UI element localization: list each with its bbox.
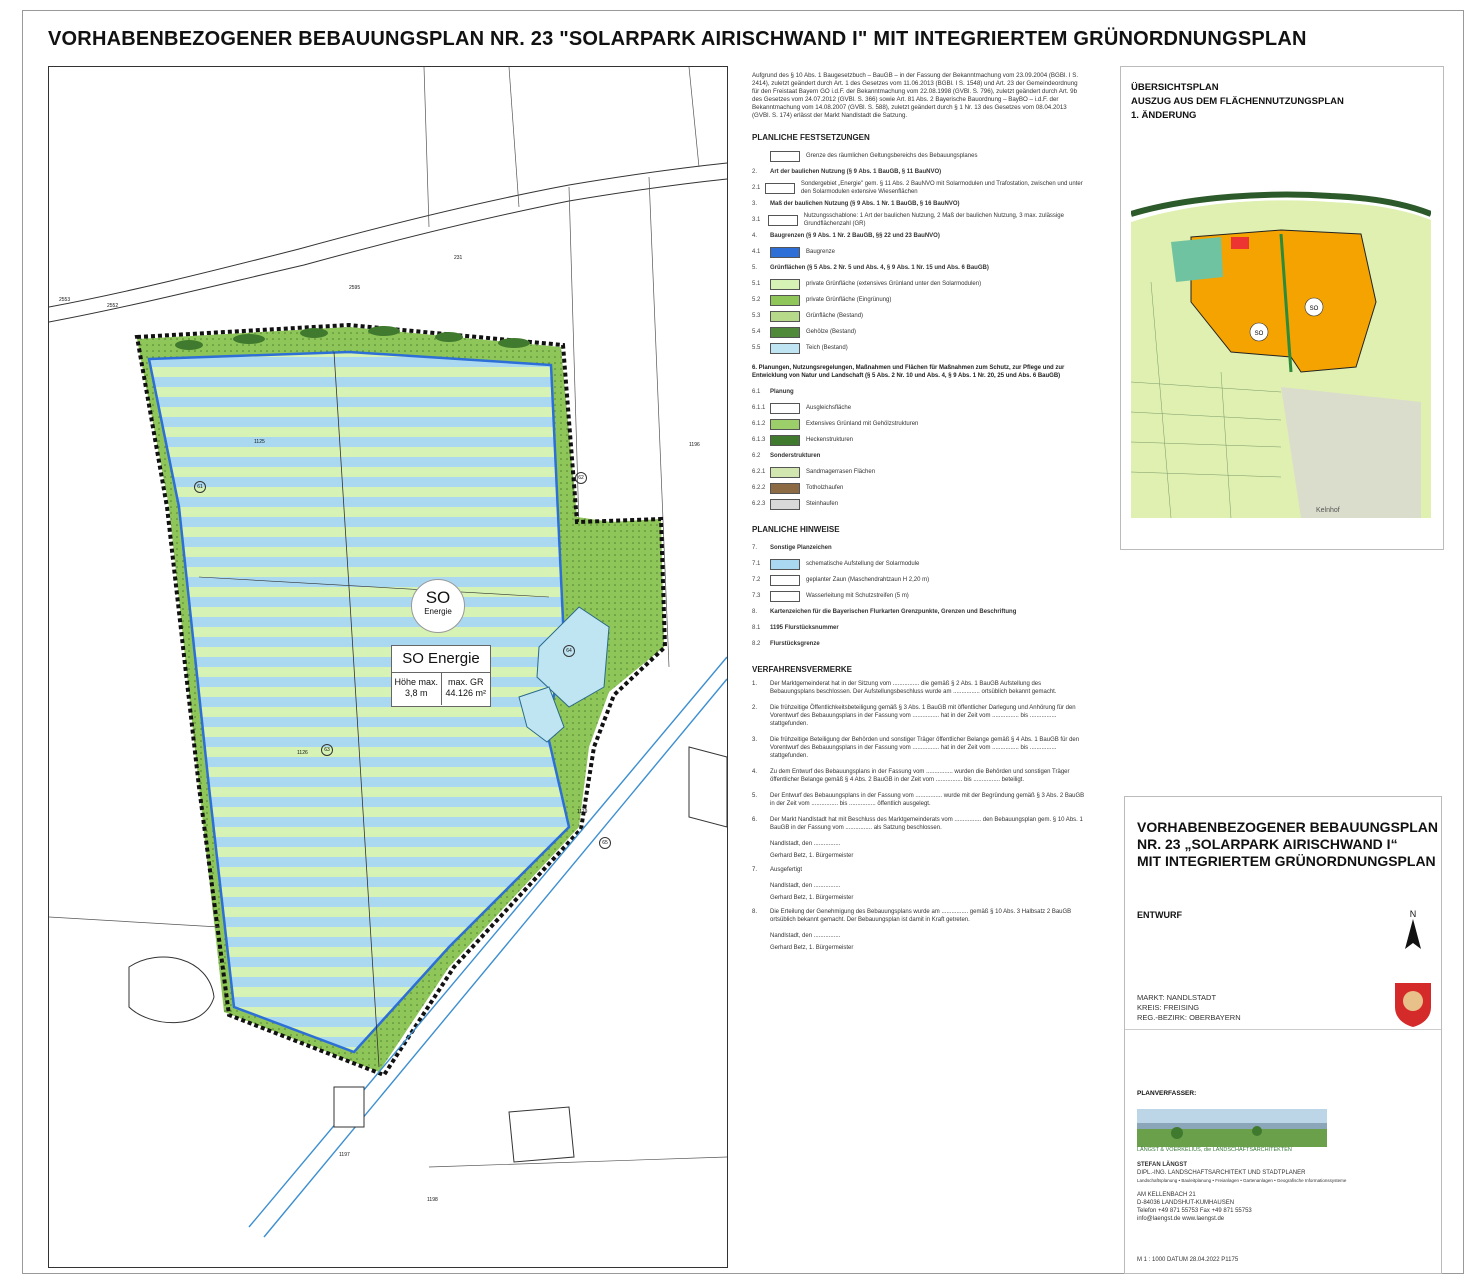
legend-item-label: Grünflächen (§ 5 Abs. 2 Nr. 5 und Abs. 4, § 9 Abs. 1 Nr. 15 und Abs. 6 BauGB) <box>770 265 989 271</box>
map-circle-label: 63 <box>321 744 333 756</box>
procedure-item <box>752 736 1087 760</box>
legend-item <box>752 636 1087 652</box>
legend-swatch <box>770 151 800 162</box>
legend-item-label: Nutzungsschablone: 1 Art der baulichen Nutzung, 2 Maß der baulichen Nutzung, 3 max. zulässige Grundflächenzahl (GR) <box>803 213 1064 227</box>
legend-item-label: Wasserleitung mit Schutzstreifen (5 m) <box>806 593 909 599</box>
title-block-divider <box>1125 1029 1441 1030</box>
parcel-number: 2552 <box>107 303 119 309</box>
legend-item-number: 4.1 <box>752 249 761 255</box>
procedure-text: Ausgefertigt <box>770 867 803 873</box>
legend-swatch <box>770 483 800 494</box>
legend-item-label: geplanter Zaun (Maschendrahtzaun H 2,20 m) <box>806 577 930 583</box>
legend-item-label: private Grünfläche (extensives Grünland unter den Solarmodulen) <box>806 281 982 287</box>
legend-item-number: 6.2.1 <box>752 469 766 475</box>
page-title: VORHABENBEZOGENER BEBAUUNGSPLAN NR. 23 "SOLARPARK AIRISCHWAND I" MIT INTEGRIERTEM GRÜNORDNUNGSPLAN <box>48 28 1307 50</box>
overview-title-line: 1. ÄNDERUNG <box>1131 110 1197 121</box>
title-block-line: VORHABENBEZOGENER BEBAUUNGSPLAN <box>1137 819 1439 835</box>
legend-item-label: Ausgleichsfläche <box>806 405 852 411</box>
overview-title-line: AUSZUG AUS DEM FLÄCHENNUTZUNGSPLAN <box>1131 96 1344 107</box>
legend-item <box>752 400 1087 416</box>
legend-items-hinweise <box>752 540 1087 652</box>
legend-item-number: 3.1 <box>752 217 761 223</box>
usage-template <box>391 645 491 707</box>
legend-item-label: Baugrenzen (§ 9 Abs. 1 Nr. 2 BauGB, §§ 22 und 23 BauNVO) <box>770 233 940 239</box>
legend-item <box>752 164 1087 180</box>
legend-swatch <box>770 403 800 414</box>
procedure-text: Der Entwurf des Bebauungsplans in der Fassung vom ................ wurde mit der Begründung gemäß § 3 Abs. 2 BauGB in der Zeit vom ................ bis ................ öffentlich ausgelegt. <box>770 793 1085 807</box>
legend-swatch <box>770 295 800 306</box>
so-symbol-bottom: Energie <box>424 607 452 616</box>
procedure-number: 8. <box>752 909 758 915</box>
plan-footer: M 1 : 1000 DATUM 28.04.2022 P1175 <box>1137 1257 1239 1263</box>
overview-map[interactable] <box>1131 142 1431 518</box>
legend-swatch <box>770 419 800 430</box>
legend-item-number: 8.2 <box>752 641 761 647</box>
overview-so-label: SO <box>1254 331 1264 337</box>
author-label: PLANVERFASSER: <box>1137 1090 1197 1097</box>
procedure-item <box>752 792 1087 808</box>
procedure-text: Die Erteilung der Genehmigung des Bebauungsplans wurde am ................ gemäß § 10 Abs. 3 Halbsatz 2 BauGB ortsüblich bekannt gemacht. Der Bebauungsplan ist damit in Kraft getreten. <box>770 909 1072 923</box>
procedure-item <box>752 680 1087 696</box>
legend-items-massnahmen <box>752 384 1087 512</box>
legend-item-label: Kartenzeichen für die Bayerischen Flurkarten Grenzpunkte, Grenzen und Beschriftung <box>770 609 1017 615</box>
author-address <box>1137 1161 1346 1223</box>
map-circle-label: 65 <box>599 837 611 849</box>
legend-item-number: 7.2 <box>752 577 761 583</box>
legend-item-number: 5.2 <box>752 297 761 303</box>
legend-item-number: 2.1 <box>752 185 761 191</box>
usage-template-title: SO Energie <box>392 646 490 673</box>
legend-item-number: 6.1 <box>752 389 761 395</box>
legend-section-verfahren: VERFAHRENSVERMERKE <box>752 665 853 674</box>
location-info <box>1137 993 1241 1023</box>
legend-item-label: Steinhaufen <box>806 501 839 507</box>
legend-item-label: private Grünfläche (Eingrünung) <box>806 297 892 303</box>
legend-item-label: Extensives Grünland mit Gehölzstrukturen <box>806 421 919 427</box>
usage-gr-value: 44.126 m² <box>445 688 487 698</box>
legend-item <box>752 588 1087 604</box>
legend-section-festsetzungen: PLANLICHE FESTSETZUNGEN <box>752 133 870 142</box>
legend-item <box>752 556 1087 572</box>
legend-item <box>752 244 1087 260</box>
legend-item <box>752 148 1087 164</box>
address-line: DIPL.-ING. LANDSCHAFTSARCHITEKT UND STADTPLANER <box>1137 1170 1306 1176</box>
legend-item-number: 8. <box>752 609 758 615</box>
legend-item-number: 6.2 <box>752 453 761 459</box>
map-circle-label: 61 <box>194 481 206 493</box>
legend-item <box>752 464 1087 480</box>
procedure-item <box>752 908 1087 924</box>
legend-item-label: Grünfläche (Bestand) <box>806 313 864 319</box>
procedure-item <box>752 866 1087 874</box>
legend-item <box>752 604 1087 620</box>
address-line: STEFAN LÄNGST <box>1137 1162 1188 1168</box>
procedure-text: Die frühzeitige Öffentlichkeitsbeteiligung gemäß § 3 Abs. 1 BauGB mit öffentlicher Darlegung und Anhörung für den Vorentwurf des Bebauungsplans in der Fassung vom ................ hat in der Zeit vom ................ bis ................ stattgefunden. <box>770 705 1076 727</box>
address-line: info@laengst.de www.laengst.de <box>1137 1216 1225 1222</box>
address-line: Telefon +49 871 55753 Fax +49 871 55753 <box>1137 1208 1252 1214</box>
legend-item <box>752 228 1087 244</box>
legend-item-number: 5. <box>752 265 758 271</box>
north-label: N <box>1409 909 1417 919</box>
legend-item <box>752 384 1087 400</box>
legend-swatch <box>770 435 800 446</box>
legend-item-number: 5.3 <box>752 313 761 319</box>
legend-item-label: Grenze des räumlichen Geltungsbereichs des Bebauungsplanes <box>806 153 978 159</box>
signature-name: Gerhard Betz, 1. Bürgermeister <box>770 945 854 951</box>
procedure-number: 1. <box>752 681 758 687</box>
legend-swatch <box>770 499 800 510</box>
address-line: D-84036 LANDSHUT-KUMHAUSEN <box>1137 1200 1235 1206</box>
legend-item-number: 6.1.3 <box>752 437 766 443</box>
signature-name: Gerhard Betz, 1. Bürgermeister <box>770 853 854 859</box>
legend-swatch <box>770 591 800 602</box>
legend-swatch <box>770 343 800 354</box>
procedure-notes <box>752 680 1087 952</box>
map-circle-label: 62 <box>575 472 587 484</box>
legend-item-label: Planung <box>770 389 794 395</box>
location-line: REG.-BEZIRK: OBERBAYERN <box>1137 1013 1241 1022</box>
legend-item-number: 5.4 <box>752 329 761 335</box>
overview-so-label: SO <box>1309 306 1319 312</box>
address-line: Landschaftsplanung • Bauleitplanung • Freianlagen • Gartenanlagen • Geografische Informationssysteme <box>1137 1178 1347 1183</box>
legend-swatch <box>768 215 798 226</box>
legend-swatch <box>770 575 800 586</box>
legend-section-6: 6. Planungen, Nutzungsregelungen, Maßnahmen und Flächen für Maßnahmen zum Schutz, zur Pflege und zur Entwicklung von Natur und Landschaft (§ 5 Abs. 2 Nr. 10 und Abs. 4, § 9 Abs. 1 Nr. 20, 25 und Abs. 6 BauGB) <box>752 365 1065 379</box>
legend-swatch <box>770 559 800 570</box>
firm-name: LÄNGST & VOERKELIUS, die LANDSCHAFTSARCHITEKTEN <box>1137 1147 1292 1153</box>
coat-of-arms-icon <box>1393 981 1433 1027</box>
legend-item <box>752 260 1087 276</box>
parcel-number: 1119 <box>577 809 588 815</box>
parcel-number: 1197 <box>339 1152 350 1158</box>
procedure-text: Der Marktgemeinderat hat in der Sitzung vom ................ die gemäß § 2 Abs. 1 BauGB Aufstellung des Bebauungsplans beschlossen. Der Aufstellungsbeschluss wurde am ................ ortsüblich bekannt gemacht. <box>770 681 1057 695</box>
procedure-number: 6. <box>752 817 758 823</box>
signature-name: Gerhard Betz, 1. Bürgermeister <box>770 895 854 901</box>
landscape-photo <box>1137 1109 1327 1147</box>
legend-panel <box>752 72 1087 1272</box>
title-block-line: NR. 23 „SOLARPARK AIRISCHWAND I“ <box>1137 836 1398 852</box>
legend-item <box>752 572 1087 588</box>
legend-item <box>752 292 1087 308</box>
title-block-line: MIT INTEGRIERTEM GRÜNORDNUNGSPLAN <box>1137 853 1436 869</box>
signature-place: Nandlstadt, den ................ <box>770 883 841 889</box>
location-line: MARKT: NANDLSTADT <box>1137 993 1217 1002</box>
legend-item-number: 8.1 <box>752 625 761 631</box>
legend-item-number: 4. <box>752 233 758 239</box>
procedure-number: 5. <box>752 793 758 799</box>
procedure-number: 3. <box>752 737 758 743</box>
legend-swatch <box>770 247 800 258</box>
parcel-number: 1198 <box>427 1197 438 1203</box>
legend-section-hinweise: PLANLICHE HINWEISE <box>752 525 840 534</box>
procedure-number: 4. <box>752 769 758 775</box>
procedure-text: Zu dem Entwurf des Bebauungsplans in der Fassung vom ................ wurden die Behörden und sonstigen Träger öffentlicher Belange gemäß § 4 Abs. 2 BauGB in der Zeit vom ................ bis ................ beteiligt. <box>770 769 1070 783</box>
legend-item <box>752 276 1087 292</box>
legend-item-label: Flurstücksgrenze <box>770 641 820 647</box>
procedure-number: 7. <box>752 867 758 873</box>
legend-item <box>752 416 1087 432</box>
legend-item-number: 3. <box>752 201 758 207</box>
procedure-item <box>752 816 1087 832</box>
parcel-number: 1125 <box>254 439 265 445</box>
so-symbol <box>411 579 465 633</box>
address-line: AM KELLENBACH 21 <box>1137 1192 1196 1198</box>
legend-item-label: Sonderstrukturen <box>770 453 821 459</box>
procedure-text: Die frühzeitige Beteiligung der Behörden und sonstiger Träger öffentlicher Belange gemäß § 4 Abs. 1 BauGB für den Vorentwurf des Bebauungsplans in der Fassung vom ................ hat in der Zeit vom ................ bis ................ stattgefunden. <box>770 737 1080 759</box>
legend-item <box>752 340 1087 356</box>
legend-swatch <box>765 183 795 194</box>
legend-items-festsetzungen <box>752 148 1087 356</box>
legend-item <box>752 196 1087 212</box>
legend-item-label: Sondergebiet „Energie" gem. § 11 Abs. 2 BauNVO mit Solarmodulen und Trafostation, zwischen und unter den Solarmodulen extensive Wiesenflächen <box>800 181 1083 195</box>
parcel-number: 1126 <box>297 750 308 756</box>
legend-item <box>752 432 1087 448</box>
legend-item <box>752 324 1087 340</box>
usage-height-value: 3,8 m <box>404 688 428 698</box>
legend-item-number: 6.1.1 <box>752 405 766 411</box>
procedure-item <box>752 704 1087 728</box>
legend-item <box>752 540 1087 556</box>
legend-item <box>752 620 1087 636</box>
procedure-number: 2. <box>752 705 758 711</box>
signature-place: Nandlstadt, den ................ <box>770 841 841 847</box>
plan-status: ENTWURF <box>1137 910 1182 920</box>
legend-swatch <box>770 311 800 322</box>
map-circle-label: 64 <box>563 645 575 657</box>
plan-map-drawing <box>49 67 727 1267</box>
legend-item-label: 1195 Flurstücksnummer <box>770 625 839 631</box>
plan-map[interactable] <box>48 66 728 1268</box>
legend-item <box>752 448 1087 464</box>
legend-item-label: Maß der baulichen Nutzung (§ 9 Abs. 1 Nr. 1 BauGB, § 16 BauNVO) <box>770 201 960 207</box>
north-arrow-icon <box>1403 909 1423 959</box>
legend-intro: Aufgrund des § 10 Abs. 1 Baugesetzbuch – BauGB – in der Fassung der Bekanntmachung vom 23.09.2004 (BGBl. I S. 2414), zuletzt geändert durch Art. 1 des Gesetzes vom 11.06.2013 (BGBl. I S. 1548) und Art. 23 der Gemeindeordnung für den Freistaat Bayern GO i.d.F. der Bekanntmachung vom 22.08.1998 (GVBl. S. 796), zuletzt geändert durch Art. 9b des Gesetzes vom 24.07.2012 (GVBl. S. 366) sowie Art. 81 Abs. 2 Bayerische Bauordnung – BayBO – i.d.F. der Bekanntmachung vom 14.08.2007 (GVBl. S. 588), zuletzt geändert durch § 1 Nr. 13 des Gesetzes vom 08.04.2013 (GVBl. S. 174) erlässt der Markt Nandlstadt die Satzung. <box>752 72 1079 119</box>
overview-panel <box>1120 66 1444 550</box>
parcel-number: 1196 <box>689 442 700 448</box>
overview-title-line: ÜBERSICHTSPLAN <box>1131 82 1219 93</box>
overview-title <box>1131 81 1344 123</box>
legend-item <box>752 180 1087 196</box>
signature-place: Nandlstadt, den ................ <box>770 933 841 939</box>
parcel-number: 2595 <box>349 285 361 291</box>
legend-item-label: Art der baulichen Nutzung (§ 9 Abs. 1 BauGB, § 11 BauNVO) <box>770 169 942 175</box>
legend-item-number: 7.1 <box>752 561 761 567</box>
legend-item-label: Sonstige Planzeichen <box>770 545 832 551</box>
so-symbol-top: SO <box>425 588 451 607</box>
parcel-number: 231 <box>454 255 463 261</box>
legend-item <box>752 496 1087 512</box>
legend-item-number: 5.5 <box>752 345 761 351</box>
legend-item-number: 5.1 <box>752 281 761 287</box>
usage-height-head: Höhe max. <box>394 677 439 687</box>
legend-swatch <box>770 467 800 478</box>
legend-item-number: 7.3 <box>752 593 761 599</box>
legend-item-label: Sandmagerrasen Flächen <box>806 469 876 475</box>
legend-item-label: Totholzhaufen <box>806 485 844 491</box>
legend-item-label: Heckenstrukturen <box>806 437 854 443</box>
legend-item-label: Gehölze (Bestand) <box>806 329 857 335</box>
procedure-item <box>752 768 1087 784</box>
legend-item <box>752 212 1087 228</box>
legend-item-number: 6.1.2 <box>752 421 766 427</box>
overview-place-label: Kelnhof <box>1316 507 1340 514</box>
legend-item-label: schematische Aufstellung der Solarmodule <box>806 561 920 567</box>
legend-swatch <box>770 327 800 338</box>
title-block-heading <box>1137 819 1438 870</box>
legend-item-number: 2. <box>752 169 758 175</box>
legend-item-label: Teich (Bestand) <box>806 345 848 351</box>
procedure-text: Der Markt Nandlstadt hat mit Beschluss des Marktgemeinderats vom ................ den Bebauungsplan gem. § 10 Abs. 1 BauGB in der Fassung vom ................ als Satzung beschlossen. <box>770 817 1083 831</box>
legend-swatch <box>770 279 800 290</box>
title-block <box>1124 796 1442 1274</box>
legend-item-number: 6.2.2 <box>752 485 766 491</box>
legend-item-label: Baugrenze <box>806 249 836 255</box>
parcel-number: 2553 <box>59 297 71 303</box>
location-line: KREIS: FREISING <box>1137 1003 1200 1012</box>
legend-item <box>752 308 1087 324</box>
legend-item-number: 7. <box>752 545 758 551</box>
usage-gr-head: max. GR <box>447 677 484 687</box>
legend-item <box>752 480 1087 496</box>
legend-item-number: 6.2.3 <box>752 501 766 507</box>
